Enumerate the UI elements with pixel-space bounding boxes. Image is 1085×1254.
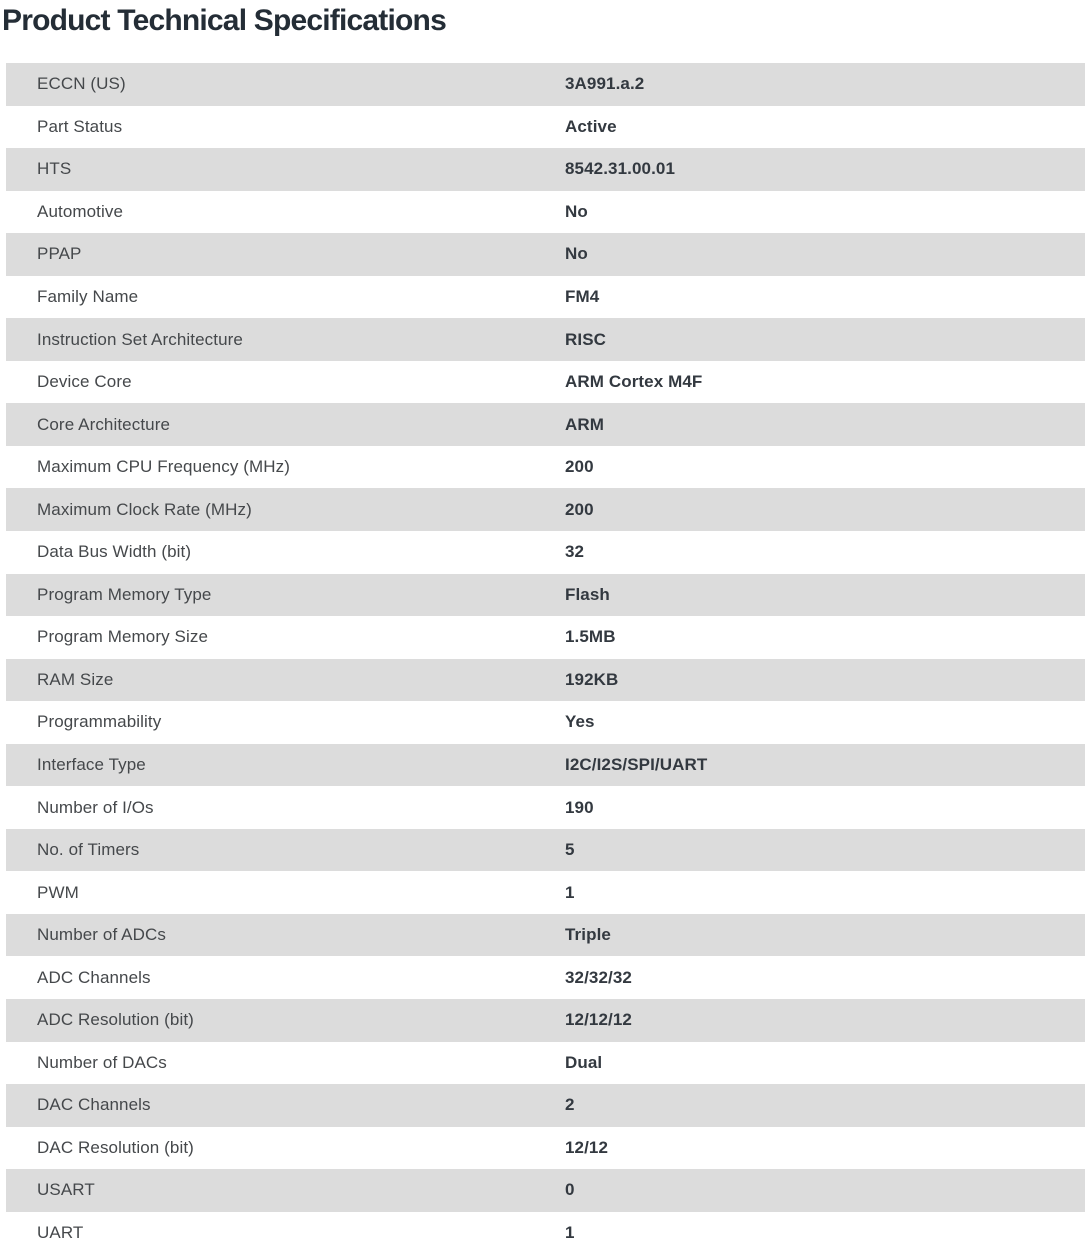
spec-row bbox=[6, 914, 1085, 957]
spec-row bbox=[6, 361, 1085, 404]
spec-table bbox=[6, 63, 1085, 1254]
spec-label: PPAP bbox=[37, 244, 82, 264]
spec-value: 5 bbox=[565, 840, 575, 860]
spec-value: 192KB bbox=[565, 669, 619, 689]
spec-value: No bbox=[565, 201, 588, 221]
spec-value: 1 bbox=[565, 1223, 575, 1243]
spec-row bbox=[6, 829, 1085, 872]
spec-row bbox=[6, 574, 1085, 617]
spec-value: 1.5MB bbox=[565, 627, 616, 647]
spec-label: ADC Channels bbox=[37, 967, 151, 987]
spec-row bbox=[6, 531, 1085, 574]
spec-label: RAM Size bbox=[37, 669, 114, 689]
spec-row bbox=[6, 659, 1085, 702]
spec-value: FM4 bbox=[565, 287, 600, 306]
spec-label: Program Memory Size bbox=[37, 627, 208, 647]
spec-label: HTS bbox=[37, 159, 72, 179]
spec-label: Number of I/Os bbox=[37, 797, 154, 817]
spec-value: I2C/I2S/SPI/UART bbox=[565, 755, 708, 775]
spec-value: RISC bbox=[565, 329, 607, 349]
spec-label: Interface Type bbox=[37, 755, 146, 775]
spec-value: 32/32/32 bbox=[565, 967, 632, 987]
spec-label: ADC Resolution (bit) bbox=[37, 1010, 194, 1030]
spec-label: ECCN (US) bbox=[37, 74, 126, 94]
spec-row bbox=[6, 1042, 1085, 1085]
spec-row bbox=[6, 276, 1085, 319]
spec-label: Number of ADCs bbox=[37, 925, 166, 945]
spec-label: Programmability bbox=[37, 712, 162, 732]
spec-row bbox=[6, 148, 1085, 191]
spec-value: 200 bbox=[565, 499, 594, 519]
spec-value: 200 bbox=[565, 457, 594, 477]
spec-value: 2 bbox=[565, 1095, 575, 1115]
spec-label: DAC Resolution (bit) bbox=[37, 1137, 194, 1157]
spec-label: Maximum CPU Frequency (MHz) bbox=[37, 457, 291, 477]
spec-row bbox=[6, 233, 1085, 276]
spec-value: Yes bbox=[565, 712, 595, 732]
spec-label: PWM bbox=[37, 882, 79, 902]
spec-row bbox=[6, 403, 1085, 446]
spec-value: 190 bbox=[565, 797, 594, 817]
spec-row bbox=[6, 1084, 1085, 1127]
spec-label: USART bbox=[37, 1180, 95, 1200]
spec-value: 8542.31.00.01 bbox=[565, 159, 676, 179]
spec-value: ARM bbox=[565, 414, 605, 434]
spec-value: Flash bbox=[565, 584, 610, 604]
spec-label: Program Memory Type bbox=[37, 584, 212, 604]
spec-label: Data Bus Width (bit) bbox=[37, 542, 192, 562]
spec-value: 32 bbox=[565, 542, 585, 562]
spec-row bbox=[6, 1169, 1085, 1212]
spec-row bbox=[6, 616, 1085, 659]
spec-label: UART bbox=[37, 1223, 84, 1243]
spec-label: Core Architecture bbox=[37, 414, 171, 434]
spec-row bbox=[6, 786, 1085, 829]
spec-value: 12/12/12 bbox=[565, 1010, 632, 1030]
spec-label: Automotive bbox=[37, 201, 124, 221]
spec-label: Device Core bbox=[37, 372, 132, 392]
spec-value: Active bbox=[565, 116, 617, 136]
spec-value: 12/12 bbox=[565, 1137, 609, 1157]
spec-label: No. of Timers bbox=[37, 840, 140, 860]
spec-row bbox=[6, 999, 1085, 1042]
spec-row bbox=[6, 1127, 1085, 1170]
spec-value: No bbox=[565, 244, 588, 264]
spec-row bbox=[6, 63, 1085, 106]
spec-value: Dual bbox=[565, 1052, 603, 1072]
spec-row bbox=[6, 191, 1085, 234]
spec-label: Number of DACs bbox=[37, 1052, 167, 1072]
spec-label: DAC Channels bbox=[37, 1095, 151, 1115]
spec-row bbox=[6, 488, 1085, 531]
spec-label: Maximum Clock Rate (MHz) bbox=[37, 499, 252, 519]
page-title: Product Technical Specifications bbox=[2, 4, 446, 37]
spec-row bbox=[6, 106, 1085, 149]
spec-row bbox=[6, 744, 1085, 787]
spec-row bbox=[6, 1212, 1085, 1254]
spec-value: Triple bbox=[565, 925, 611, 945]
spec-label: Part Status bbox=[37, 116, 123, 136]
spec-value: 0 bbox=[565, 1180, 575, 1200]
spec-label: Family Name bbox=[37, 287, 139, 306]
spec-label: Instruction Set Architecture bbox=[37, 329, 243, 349]
spec-value: 3A991.a.2 bbox=[565, 74, 645, 94]
spec-row bbox=[6, 318, 1085, 361]
spec-row bbox=[6, 956, 1085, 999]
spec-row bbox=[6, 871, 1085, 914]
spec-row bbox=[6, 446, 1085, 489]
spec-value: ARM Cortex M4F bbox=[565, 372, 703, 392]
spec-row bbox=[6, 701, 1085, 744]
spec-value: 1 bbox=[565, 882, 575, 902]
